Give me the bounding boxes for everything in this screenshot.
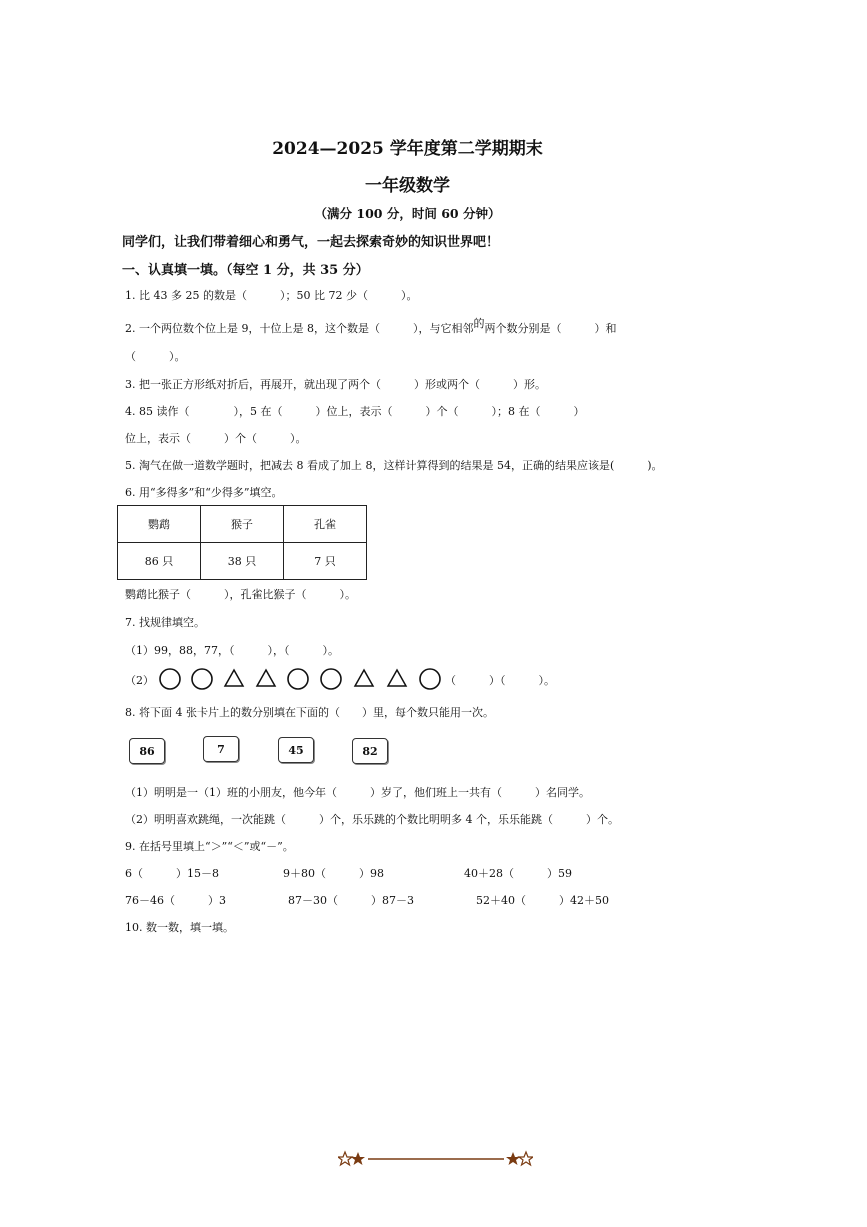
subject-title: 一年级数学 — [365, 176, 450, 196]
table-header-cell: 猴子 — [201, 506, 284, 543]
comparison-item: 40＋28（ ）59 — [464, 867, 572, 880]
table-row — [118, 543, 367, 580]
circle-icon — [321, 669, 341, 689]
question-6-answer: 鹦鹉比猴子（ ），孔雀比猴子（ ）。 — [125, 588, 356, 601]
question-8-part-1: （1）明明是一（1）班的小朋友，他今年（ ）岁了，他们班上一共有（ ）名同学。 — [125, 786, 590, 799]
question-4-line-2: 位上，表示（ ）个（ ）。 — [125, 432, 307, 445]
number-card: 86 — [129, 738, 165, 764]
number-card: 7 — [203, 736, 239, 762]
triangle-icon — [388, 670, 406, 686]
question-8: 8. 将下面 4 张卡片上的数分别填在下面的（ ）里，每个数只能用一次。 — [125, 706, 494, 719]
comparison-item: 6（ ）15－8 — [125, 867, 219, 880]
circle-icon — [192, 669, 212, 689]
question-10: 10. 数一数，填一填。 — [125, 921, 234, 934]
question-2-line-2: （ ）。 — [125, 350, 186, 363]
table-header-cell: 孔雀 — [284, 506, 367, 543]
question-2-text: 2. 一个两位数个位上是 9，十位上是 8，这个数是（ ），与它相邻 — [125, 322, 474, 335]
question-9: 9. 在括号里填上“＞”“＜”或“－”。 — [125, 840, 294, 853]
number-card: 82 — [352, 738, 388, 764]
comparison-item: 87－30（ ）87－3 — [288, 894, 414, 907]
greeting: 同学们，让我们带着细心和勇气，一起去探索奇妙的知识世界吧！ — [122, 235, 500, 250]
section-heading: 一、认真填一填。（每空 1 分，共 35 分） — [122, 263, 369, 278]
table-cell: 86 只 — [118, 543, 201, 580]
circle-icon — [160, 669, 180, 689]
question-1: 1. 比 43 多 25 的数是（ ）；50 比 72 少（ ）。 — [125, 289, 418, 302]
table-header-cell: 鹦鹉 — [118, 506, 201, 543]
triangle-icon — [257, 670, 275, 686]
question-7-part-2-blanks: （ ）（ ）。 — [445, 674, 555, 687]
score-note: （满分 100 分，时间 60 分钟） — [314, 206, 501, 221]
triangle-icon — [355, 670, 373, 686]
question-7-part-2-label: （2） — [125, 674, 154, 687]
page-title: 2024—2025 学年度第二学期期末 — [272, 139, 543, 159]
question-8-part-2: （2）明明喜欢跳绳，一次能跳（ ）个，乐乐跳的个数比明明多 4 个，乐乐能跳（ ）个。 — [125, 813, 619, 826]
question-3: 3. 把一张正方形纸对折后，再展开，就出现了两个（ ）形或两个（ ）形。 — [125, 378, 546, 391]
animals-table — [117, 505, 367, 580]
question-4-line-1: 4. 85 读作（ ），5 在（ ）位上，表示（ ）个（ ）；8 在（ ） — [125, 405, 585, 418]
comparison-item: 52＋40（ ）42＋50 — [476, 894, 609, 907]
shape-pattern — [155, 666, 445, 692]
circle-icon — [420, 669, 440, 689]
table-cell: 7 只 — [284, 543, 367, 580]
question-5: 5. 淘气在做一道数学题时，把减去 8 看成了加上 8，这样计算得到的结果是 54，正确的结果应该是( )。 — [125, 459, 663, 472]
number-card: 45 — [278, 737, 314, 763]
question-7: 7. 找规律填空。 — [125, 616, 205, 629]
question-7-part-1: （1）99，88，77，（ ），（ ）。 — [125, 644, 339, 657]
question-2-line-1 — [125, 317, 617, 336]
question-2-superscript: 的 — [473, 317, 485, 330]
table-row — [118, 506, 367, 543]
comparison-item: 9＋80（ ）98 — [283, 867, 384, 880]
triangle-icon — [225, 670, 243, 686]
star-divider-icon — [338, 1150, 533, 1168]
comparison-item: 76－46（ ）3 — [125, 894, 226, 907]
question-6: 6. 用“多得多”和“少得多”填空。 — [125, 486, 283, 499]
circle-icon — [288, 669, 308, 689]
table-cell: 38 只 — [201, 543, 284, 580]
question-2-text-b: 两个数分别是（ ）和 — [484, 322, 617, 335]
